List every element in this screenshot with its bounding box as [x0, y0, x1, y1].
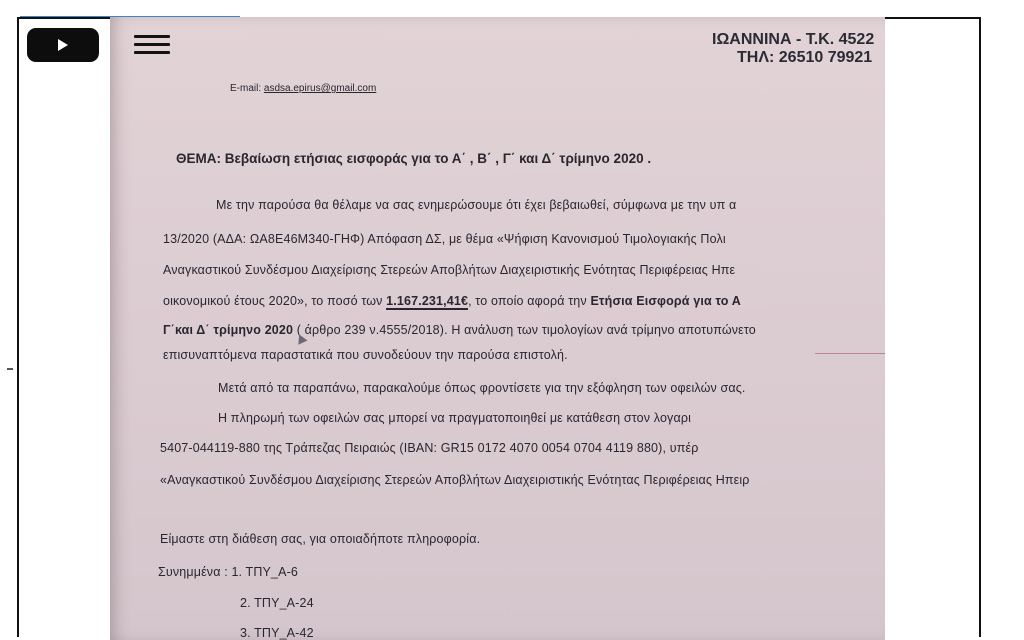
amount-value: 1.167.231,41€ — [386, 294, 469, 308]
document-photo — [110, 17, 885, 640]
paragraph1-line1: Με την παρούσα θα θέλαμε να σας ενημερώσουμε ότι έχει βεβαιωθεί, σύμφωνα με την υπ α — [216, 198, 737, 212]
paragraph1-line3: Αναγκαστικού Συνδέσμου Διαχείρισης Στερεών Αποβλήτων Διαχειριστικής Ενότητας Περιφέρειας Ηπε — [163, 263, 736, 277]
closing-line: Είμαστε στη διάθεση σας, για οποιαδήποτε πληροφορία. — [160, 532, 481, 546]
attachment-item-1: 1. ΤΠΥ_Α-6 — [231, 565, 299, 579]
paragraph1-line4-a: οικονομικού έτους 2020», το ποσό των — [163, 294, 387, 308]
attachments-line — [158, 565, 298, 579]
red-underline-mark — [815, 353, 885, 354]
email-link[interactable]: asdsa.epirus@gmail.com — [263, 83, 377, 94]
paragraph1-line4-b: , το οποίο αφορά την — [468, 294, 591, 308]
side-tick-mark — [7, 368, 13, 370]
header-phone: ΤΗΛ: 26510 79921 — [737, 49, 873, 66]
play-icon — [58, 39, 68, 51]
paragraph1-line2: 13/2020 (ΑΔΑ: ΩΑ8Ε46Μ340-ΓΗΦ) Απόφαση ΔΣ, με θέμα «Ψήφιση Κανονισμού Τιμολογιακής Πολι — [163, 232, 726, 246]
paragraph1-line5-rest: ( άρθρο 239 ν.4555/2018). Η ανάλυση των τιμολογίων ανά τρίμηνο αποτυπώνετο — [293, 323, 756, 337]
play-button[interactable] — [27, 28, 99, 62]
email-line — [230, 83, 376, 94]
paragraph3-line2: 5407-044119-880 της Τράπεζας Πειραιώς (IBAN: GR15 0172 4070 0054 0704 4119 880), υπέρ — [160, 441, 699, 455]
paragraph3-line1: Η πληρωμή των οφειλών σας μπορεί να πραγματοποιηθεί με κατάθεση στον λογαρι — [218, 411, 692, 425]
attachment-item-2: 2. ΤΠΥ_Α-24 — [240, 596, 314, 610]
email-label: E-mail: — [230, 83, 262, 94]
paragraph1-line5 — [163, 323, 756, 337]
header-city: ΙΩΑΝΝΙΝΑ - Τ.Κ. 4522 — [712, 31, 875, 48]
attachment-item-3: 3. ΤΠΥ_Α-42 — [240, 626, 314, 640]
paragraph2: Μετά από τα παραπάνω, παρακαλούμε όπως φροντίσετε για την εξόφληση των οφειλών σας. — [218, 381, 746, 395]
paragraph1-line4 — [163, 294, 741, 308]
paragraph1-line4-bold: Ετήσια Εισφορά για το Α — [590, 294, 741, 308]
menu-icon[interactable] — [134, 34, 170, 56]
subject-line: ΘΕΜΑ: Βεβαίωση ετήσιας εισφοράς για το Α΄ , Β΄ , Γ΄ και Δ΄ τρίμηνο 2020 . — [176, 151, 652, 166]
paragraph3-line3: «Αναγκαστικού Συνδέσμου Διαχείρισης Στερεών Αποβλήτων Διαχειριστικής Ενότητας Περιφέρειας Ηπειρ — [160, 473, 750, 487]
attachments-label: Συνημμένα : — [158, 565, 232, 579]
paragraph1-line5-bold: Γ΄και Δ΄ τρίμηνο 2020 — [163, 323, 294, 337]
paragraph1-line6: επισυναπτόμενα παραστατικά που συνοδεύουν την παρούσα επιστολή. — [163, 348, 568, 362]
